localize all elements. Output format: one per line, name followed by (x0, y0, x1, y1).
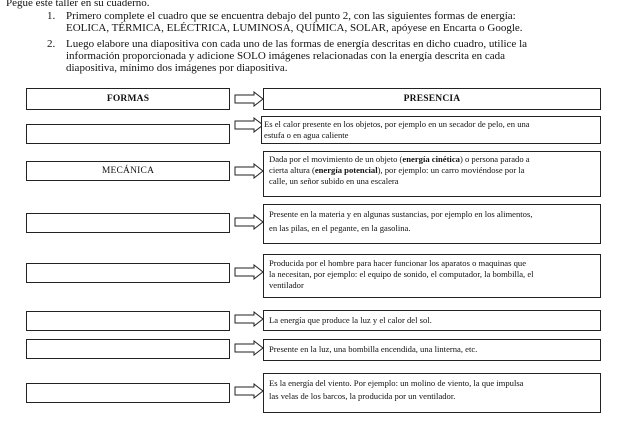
presencia-row-1-line-2: estufa o en agua caliente (264, 130, 349, 140)
header-presencia: PRESENCIA (263, 88, 601, 110)
item-1-number: 1. (47, 10, 56, 22)
arrow-icon (234, 383, 264, 399)
forma-input-termica[interactable] (26, 124, 230, 144)
presencia-row-1-line-1: Es el calor presente en los objetos, por ejemplo en un secador de pelo, en una (264, 119, 530, 129)
forma-input-eolica[interactable] (26, 383, 230, 403)
text: Dada por el movimiento de un objeto ( (269, 154, 403, 164)
presencia-row-5-line-1: La energía que produce la luz y el calor del sol. (269, 315, 432, 325)
presencia-row-7-line-2: las velas de los barcos, la producida por un ventilador. (269, 391, 456, 401)
item-2-line-2: información proporcionada y adicione SOLO imágenes relacionadas con la energía descrita en cada (66, 50, 506, 62)
presencia-row-5 (263, 310, 601, 331)
presencia-row-7 (263, 373, 601, 413)
presencia-row-6 (263, 339, 601, 361)
presencia-row-2 (263, 151, 601, 197)
arrow-icon (234, 311, 264, 327)
forma-mecanica: MECÁNICA (26, 161, 230, 181)
presencia-row-3 (263, 204, 601, 244)
text: calle, un señor subido en una escalera (269, 176, 399, 186)
presencia-row-4-line-3: ventilador (269, 280, 304, 290)
presencia-row-6-line-1: Presente en la luz, una bombilla encendida, una linterna, etc. (269, 344, 478, 354)
arrow-icon (234, 214, 264, 230)
term-energia-cinetica: energía cinética (402, 154, 460, 164)
text: cierta altura ( (269, 165, 315, 175)
presencia-row-1 (261, 116, 601, 144)
presencia-row-4 (263, 254, 601, 298)
item-1-line-2: EOLICA, TÉRMICA, ELÉCTRICA, LUMINOSA, QUÍMICA, SOLAR, apóyese en Encarta o Google. (66, 22, 523, 34)
item-1-line-1: Primero complete el cuadro que se encuentra debajo del punto 2, con las siguientes formas de energía: (66, 10, 516, 22)
term-energia-potencial: energía potencial (314, 165, 378, 175)
arrow-icon (234, 163, 264, 179)
arrow-icon (234, 91, 264, 107)
text: ), por ejemplo: un carro moviéndose por la (377, 165, 525, 175)
presencia-row-4-line-2: la necesitan, por ejemplo: el equipo de sonido, el computador, la bombilla, el (269, 269, 534, 279)
instructions-heading: Pegue este taller en su cuaderno. (6, 0, 150, 9)
header-formas: FORMAS (26, 88, 230, 110)
presencia-row-4-line-1: Producida por el hombre para hacer funcionar los aparatos o maquinas que (269, 258, 527, 268)
presencia-row-3-line-1: Presente en la materia y en algunas sustancias, por ejemplo en los alimentos, (269, 209, 533, 219)
presencia-row-7-line-1: Es la energía del viento. Por ejemplo: un molino de viento, la que impulsa (269, 378, 524, 388)
item-2-line-1: Luego elabore una diapositiva con cada uno de las formas de energía descritas en dicho cuadro, utilice la (66, 38, 528, 50)
arrow-icon (234, 117, 264, 133)
forma-input-quimica[interactable] (26, 213, 230, 233)
forma-input-electrica[interactable] (26, 263, 230, 283)
text: ) o persona parado a (459, 154, 530, 164)
forma-input-solar[interactable] (26, 311, 230, 331)
item-2-line-3: diapositiva, mínimo dos imágenes por diapositiva. (66, 62, 288, 74)
forma-input-luminosa[interactable] (26, 339, 230, 359)
arrow-icon (234, 340, 264, 356)
presencia-row-3-line-2: en las pilas, en el pegante, en la gasolina. (269, 223, 411, 233)
item-2-number: 2. (47, 38, 56, 50)
arrow-icon (234, 264, 264, 280)
